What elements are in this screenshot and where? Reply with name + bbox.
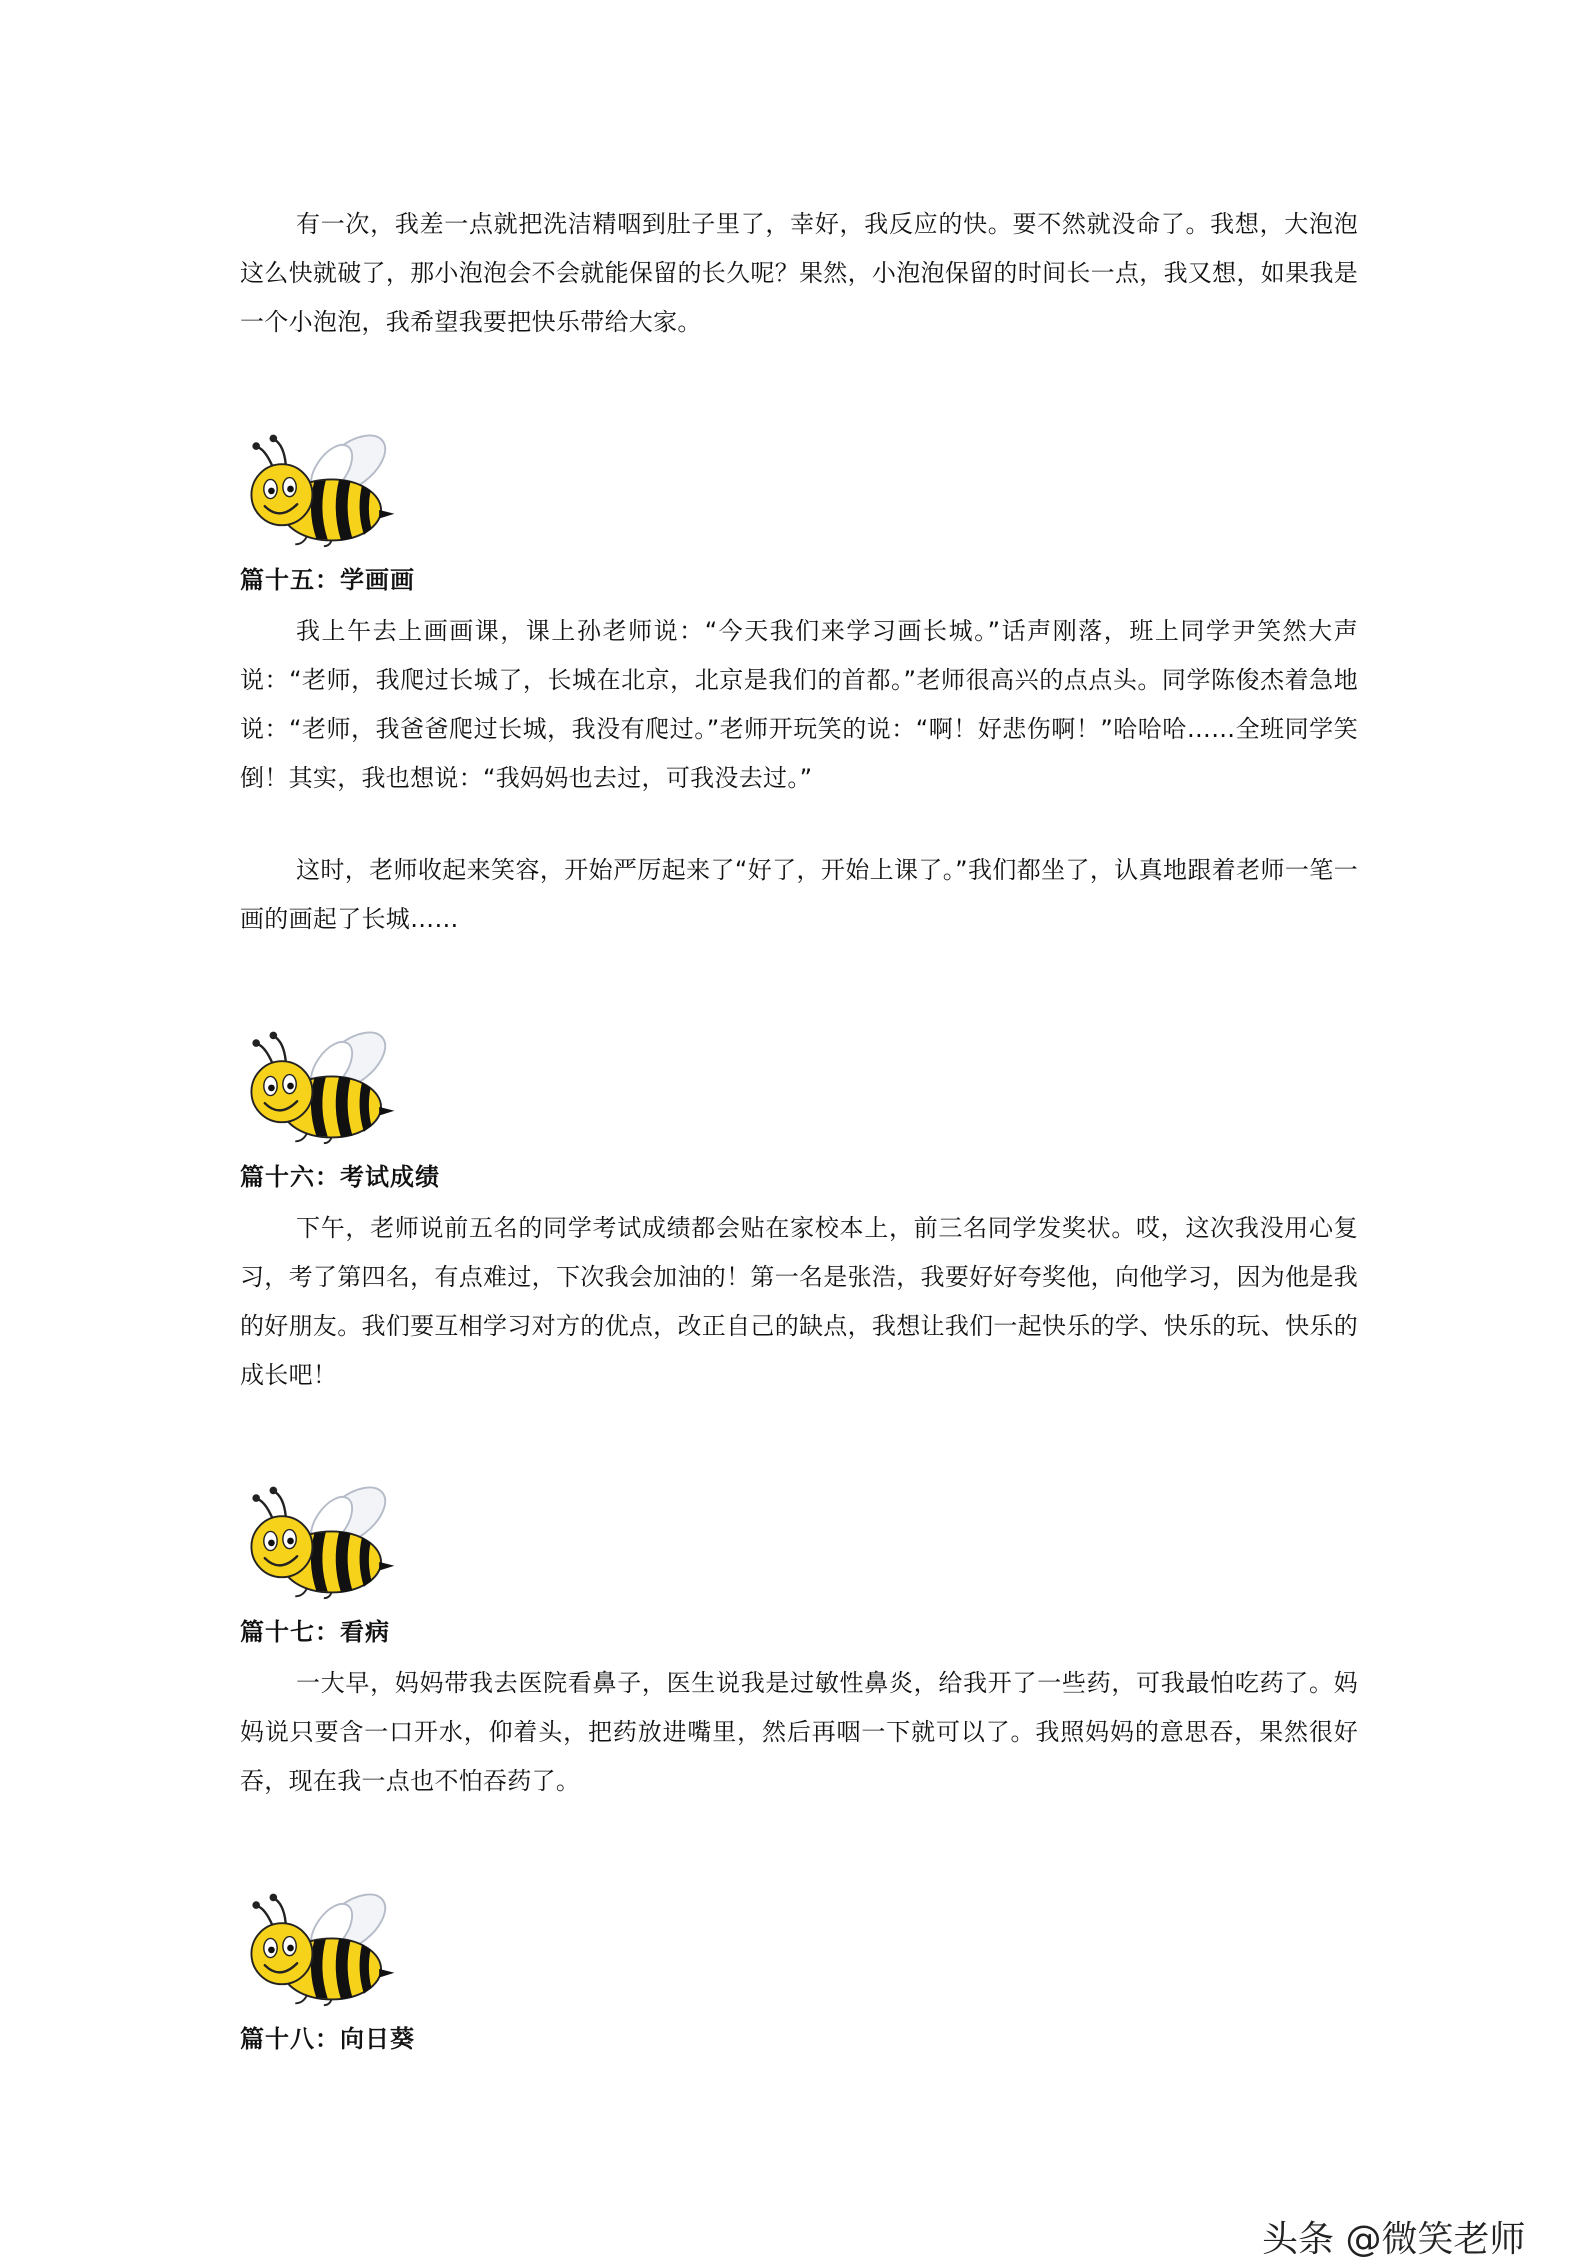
bee-icon [238, 1480, 404, 1602]
paragraph-doctor: 一大早，妈妈带我去医院看鼻子，医生说我是过敏性鼻炎，给我开了一些药，可我最怕吃药了。妈妈说只要含一口开水，仰着头，把药放进嘴里，然后再咽一下就可以了。我照妈妈的意思吞，果然很好吞，现在我一点也不怕吞药了。 [240, 1669, 1358, 1795]
paragraph-exam: 下午，老师说前五名的同学考试成绩都会贴在家校本上，前三名同学发奖状。哎，这次我没用心复习，考了第四名，有点难过，下次我会加油的！第一名是张浩，我要好好夸奖他，向他学习，因为他是我的好朋友。我们要互相学习对方的优点，改正自己的缺点，我想让我们一起快乐的学、快乐的玩、快乐的成长吧！ [240, 1214, 1358, 1389]
paragraph-painting-1: 我上午去上画画课，课上孙老师说：“今天我们来学习画长城。”话声刚落，班上同学尹笑然大声说：“老师，我爬过长城了，长城在北京，北京是我们的首都。”老师很高兴的点点头。同学陈俊杰着急地说：“老师，我爸爸爬过长城，我没有爬过。”老师开玩笑的说：“啊！好悲伤啊！”哈哈哈……全班同学笑倒！其实，我也想说：“我妈妈也去过，可我没去过。” [240, 617, 1358, 792]
section-title-17: 篇十七：看病 [240, 1618, 390, 1646]
watermark: 头条 @微笑老师 [1262, 2219, 1526, 2260]
bee-icon [238, 1887, 404, 2009]
bee-icon [238, 1025, 404, 1147]
section-title-18: 篇十八：向日葵 [240, 2025, 415, 2053]
bee-icon [238, 428, 404, 550]
section-title-15: 篇十五：学画画 [240, 566, 415, 594]
paragraph-bubbles: 有一次，我差一点就把洗洁精咽到肚子里了，幸好，我反应的快。要不然就没命了。我想，大泡泡这么快就破了，那小泡泡会不会就能保留的长久呢？果然，小泡泡保留的时间长一点，我又想，如果我是一个小泡泡，我希望我要把快乐带给大家。 [240, 210, 1358, 336]
section-title-16: 篇十六：考试成绩 [240, 1163, 440, 1191]
paragraph-painting-2: 这时，老师收起来笑容，开始严厉起来了“好了，开始上课了。”我们都坐了，认真地跟着老师一笔一画的画起了长城…… [240, 856, 1358, 933]
